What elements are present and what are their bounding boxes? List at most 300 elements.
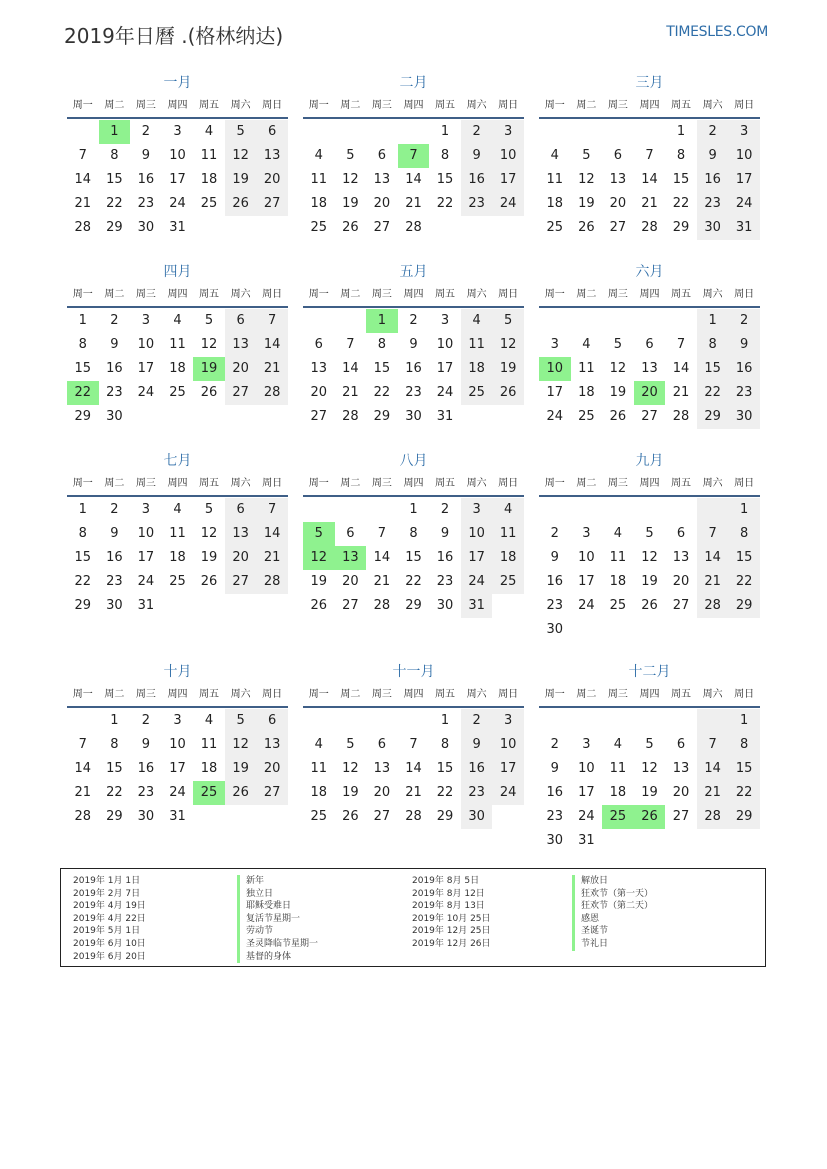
weekday-label: 周五 <box>671 689 692 700</box>
empty-cell <box>67 709 99 733</box>
weekday-header <box>539 287 760 303</box>
day-cell: 17 <box>137 550 155 565</box>
day-cell: 11 <box>169 337 186 352</box>
day-cell: 12 <box>492 333 524 357</box>
weekday-label: 周二 <box>576 289 597 300</box>
day-cell: 5 <box>613 337 623 352</box>
weekday-label: 周五 <box>671 478 692 489</box>
holiday-date: 2019年 12月 25日 <box>412 926 491 937</box>
day-cell: 10 <box>578 550 595 565</box>
day-cell: 14 <box>74 761 92 776</box>
month-rule <box>67 706 288 708</box>
day-cell: 31 <box>728 216 760 240</box>
empty-cell <box>665 309 697 333</box>
empty-cell <box>303 709 335 733</box>
day-cell: 2 <box>110 313 119 328</box>
day-cell: 17 <box>461 546 493 570</box>
day-cell: 8 <box>78 337 87 352</box>
day-cell: 23 <box>106 574 123 589</box>
day-cell: 2 <box>461 120 493 144</box>
empty-cell <box>256 805 288 829</box>
day-cell: 29 <box>74 409 92 424</box>
day-grid <box>303 309 524 429</box>
empty-cell <box>335 309 367 333</box>
empty-cell <box>366 709 398 733</box>
month-title: 十一月 <box>392 664 435 680</box>
holiday-day-cell: 25 <box>602 805 634 829</box>
day-cell: 13 <box>225 333 257 357</box>
weekday-label: 周四 <box>167 478 188 489</box>
day-cell: 22 <box>106 785 123 800</box>
day-cell: 6 <box>613 148 623 163</box>
day-cell: 6 <box>645 337 654 352</box>
day-cell: 26 <box>200 385 218 400</box>
day-grid <box>67 120 288 240</box>
day-cell: 1 <box>728 498 760 522</box>
weekday-label: 周四 <box>403 478 424 489</box>
day-cell: 25 <box>310 220 328 235</box>
day-cell: 3 <box>492 120 524 144</box>
day-cell: 20 <box>310 385 328 400</box>
day-cell: 18 <box>310 785 328 800</box>
weekday-label: 周日 <box>498 100 519 111</box>
day-cell: 7 <box>78 737 87 752</box>
day-cell: 24 <box>169 785 186 800</box>
month-12 <box>539 663 760 853</box>
day-cell: 23 <box>461 781 493 805</box>
day-cell: 26 <box>225 192 257 216</box>
day-cell: 2 <box>728 309 760 333</box>
empty-cell <box>492 405 524 429</box>
month-title: 二月 <box>399 75 428 91</box>
weekday-label: 周三 <box>135 689 156 700</box>
day-cell: 8 <box>728 733 760 757</box>
day-cell: 1 <box>409 502 418 517</box>
empty-cell <box>571 709 603 733</box>
day-cell: 10 <box>137 337 155 352</box>
day-cell: 2 <box>110 502 119 517</box>
day-cell: 28 <box>672 409 690 424</box>
day-cell: 18 <box>546 196 564 211</box>
day-cell: 15 <box>106 172 123 187</box>
day-cell: 10 <box>137 526 155 541</box>
day-cell: 19 <box>342 785 359 800</box>
day-cell: 15 <box>74 550 92 565</box>
day-cell: 11 <box>609 550 627 565</box>
day-cell: 3 <box>582 737 591 752</box>
day-cell: 31 <box>436 409 454 424</box>
empty-cell <box>492 216 524 240</box>
empty-cell <box>398 709 430 733</box>
day-cell: 23 <box>405 385 422 400</box>
day-cell: 19 <box>225 757 257 781</box>
day-cell: 17 <box>436 361 454 376</box>
empty-cell <box>193 216 225 240</box>
weekday-label: 周六 <box>702 100 723 111</box>
empty-cell <box>634 498 666 522</box>
day-cell: 19 <box>641 785 658 800</box>
day-cell: 3 <box>173 124 182 139</box>
weekday-label: 周日 <box>734 289 755 300</box>
month-rule <box>67 495 288 497</box>
weekday-label: 周日 <box>262 289 283 300</box>
day-cell: 28 <box>697 805 729 829</box>
day-cell: 28 <box>641 220 658 235</box>
holiday-name: 新年 <box>237 875 318 888</box>
month-1 <box>67 74 288 240</box>
empty-cell <box>634 709 666 733</box>
day-cell: 16 <box>461 168 493 192</box>
weekday-label: 周六 <box>230 689 251 700</box>
weekday-label: 周六 <box>230 478 251 489</box>
day-cell: 9 <box>728 333 760 357</box>
day-cell: 23 <box>137 785 155 800</box>
weekday-label: 周日 <box>262 478 283 489</box>
day-cell: 9 <box>461 733 493 757</box>
holiday-legend <box>60 868 766 967</box>
weekday-label: 周三 <box>371 478 392 489</box>
day-cell: 21 <box>697 570 729 594</box>
day-cell: 8 <box>728 522 760 546</box>
day-cell: 27 <box>256 781 288 805</box>
weekday-label: 周三 <box>371 689 392 700</box>
day-cell: 9 <box>440 526 450 541</box>
weekday-label: 周二 <box>104 100 125 111</box>
holiday-date: 2019年 8月 5日 <box>412 876 480 886</box>
day-cell: 25 <box>461 381 493 405</box>
empty-cell <box>665 829 697 853</box>
holiday-day-cell: 1 <box>99 120 131 144</box>
weekday-label: 周四 <box>639 289 660 300</box>
weekday-label: 周日 <box>498 289 519 300</box>
empty-cell <box>67 120 99 144</box>
day-cell: 6 <box>256 709 288 733</box>
day-cell: 5 <box>225 120 257 144</box>
day-cell: 25 <box>310 809 328 824</box>
weekday-label: 周二 <box>340 478 361 489</box>
weekday-label: 周三 <box>135 289 156 300</box>
holiday-date: 2019年 4月 22日 <box>73 913 146 924</box>
day-cell: 15 <box>373 361 391 376</box>
day-cell: 31 <box>169 809 186 824</box>
day-grid <box>303 120 524 240</box>
holiday-date: 2019年 10月 25日 <box>412 913 491 924</box>
day-cell: 22 <box>74 574 92 589</box>
site-name[interactable]: TIMESLES.COM <box>666 24 768 40</box>
day-cell: 1 <box>676 124 686 139</box>
day-cell: 4 <box>204 124 214 139</box>
empty-cell <box>335 120 367 144</box>
day-cell: 3 <box>173 713 182 728</box>
day-cell: 16 <box>546 785 564 800</box>
day-cell: 1 <box>78 502 87 517</box>
day-cell: 26 <box>641 598 658 613</box>
day-cell: 12 <box>641 550 658 565</box>
day-cell: 27 <box>225 381 257 405</box>
day-cell: 8 <box>697 333 729 357</box>
day-cell: 31 <box>578 833 595 848</box>
empty-cell <box>571 498 603 522</box>
day-cell: 17 <box>546 385 564 400</box>
weekday-label: 周一 <box>308 478 329 489</box>
day-cell: 26 <box>609 409 627 424</box>
day-cell: 11 <box>310 172 328 187</box>
day-cell: 21 <box>672 385 690 400</box>
day-cell: 6 <box>377 148 387 163</box>
day-cell: 9 <box>409 337 418 352</box>
day-cell: 2 <box>461 709 493 733</box>
empty-cell <box>225 216 257 240</box>
day-cell: 6 <box>314 337 323 352</box>
empty-cell <box>256 216 288 240</box>
month-9 <box>539 452 760 642</box>
day-grid <box>303 498 524 618</box>
day-cell: 13 <box>256 144 288 168</box>
day-cell: 14 <box>342 361 359 376</box>
empty-cell <box>665 709 697 733</box>
day-cell: 30 <box>106 598 123 613</box>
day-cell: 20 <box>672 785 690 800</box>
day-cell: 3 <box>461 498 493 522</box>
day-cell: 11 <box>200 148 218 163</box>
day-cell: 4 <box>492 498 524 522</box>
day-cell: 7 <box>256 498 288 522</box>
holiday-date: 2019年 8月 12日 <box>412 888 485 899</box>
day-cell: 15 <box>436 172 454 187</box>
day-cell: 30 <box>728 405 760 429</box>
weekday-label: 周六 <box>466 100 487 111</box>
day-cell: 8 <box>676 148 686 163</box>
day-cell: 14 <box>256 522 288 546</box>
weekday-label: 周五 <box>435 100 456 111</box>
month-title: 九月 <box>635 453 664 469</box>
day-cell: 14 <box>697 757 729 781</box>
weekday-label: 周四 <box>403 100 424 111</box>
empty-cell <box>634 618 666 642</box>
weekday-label: 周三 <box>371 289 392 300</box>
holiday-day-cell: 19 <box>193 357 225 381</box>
month-title: 十月 <box>163 664 192 680</box>
weekday-label: 周四 <box>403 289 424 300</box>
month-6 <box>539 263 760 429</box>
weekday-label: 周二 <box>104 478 125 489</box>
day-cell: 5 <box>645 737 654 752</box>
weekday-label: 周二 <box>340 289 361 300</box>
day-cell: 16 <box>106 550 123 565</box>
weekday-label: 周二 <box>104 689 125 700</box>
day-cell: 4 <box>550 148 559 163</box>
day-cell: 20 <box>225 357 257 381</box>
holiday-name: 狂欢节（第一天） <box>572 888 653 901</box>
day-cell: 26 <box>342 809 359 824</box>
empty-cell <box>539 498 571 522</box>
empty-cell <box>571 618 603 642</box>
day-cell: 23 <box>697 192 729 216</box>
day-cell: 16 <box>461 757 493 781</box>
weekday-label: 周四 <box>167 100 188 111</box>
day-cell: 15 <box>74 361 92 376</box>
day-cell: 16 <box>728 357 760 381</box>
weekday-label: 周一 <box>308 289 329 300</box>
empty-cell <box>602 498 634 522</box>
day-cell: 29 <box>373 409 391 424</box>
empty-cell <box>256 405 288 429</box>
day-cell: 24 <box>578 598 595 613</box>
holiday-name: 圣诞节 <box>572 925 653 938</box>
day-cell: 27 <box>310 409 328 424</box>
day-cell: 12 <box>342 761 359 776</box>
month-rule <box>539 495 760 497</box>
weekday-label: 周四 <box>639 100 660 111</box>
day-cell: 18 <box>578 385 595 400</box>
day-cell: 24 <box>728 192 760 216</box>
day-cell: 15 <box>728 546 760 570</box>
day-cell: 18 <box>200 172 218 187</box>
day-cell: 10 <box>461 522 493 546</box>
page-title: 2019年日曆 .(格林纳达) <box>64 24 284 48</box>
day-cell: 8 <box>409 526 418 541</box>
day-grid <box>303 709 524 829</box>
day-cell: 6 <box>676 526 686 541</box>
day-cell: 17 <box>169 761 186 776</box>
day-cell: 21 <box>256 357 288 381</box>
holiday-name: 圣灵降临节星期一 <box>237 938 318 951</box>
day-cell: 4 <box>613 737 623 752</box>
day-cell: 30 <box>137 220 155 235</box>
day-cell: 5 <box>225 709 257 733</box>
day-cell: 14 <box>672 361 690 376</box>
day-cell: 1 <box>78 313 87 328</box>
day-cell: 1 <box>110 713 119 728</box>
weekday-header <box>539 98 760 114</box>
day-cell: 8 <box>440 148 450 163</box>
holiday-day-cell: 12 <box>303 546 335 570</box>
day-cell: 16 <box>546 574 564 589</box>
holiday-day-cell: 1 <box>366 309 398 333</box>
day-cell: 31 <box>461 594 493 618</box>
empty-cell <box>162 594 194 618</box>
day-cell: 1 <box>440 713 450 728</box>
day-cell: 12 <box>609 361 627 376</box>
empty-cell <box>429 216 461 240</box>
weekday-label: 周五 <box>435 478 456 489</box>
day-cell: 26 <box>578 220 595 235</box>
weekday-header <box>67 98 288 114</box>
day-cell: 6 <box>676 737 686 752</box>
day-cell: 26 <box>200 574 218 589</box>
holiday-day-cell: 10 <box>539 357 571 381</box>
day-cell: 15 <box>436 761 454 776</box>
day-cell: 6 <box>346 526 355 541</box>
day-cell: 3 <box>582 526 591 541</box>
day-cell: 29 <box>106 809 123 824</box>
empty-cell <box>335 498 367 522</box>
day-cell: 28 <box>373 598 391 613</box>
day-cell: 29 <box>697 405 729 429</box>
weekday-label: 周四 <box>167 689 188 700</box>
day-cell: 20 <box>373 196 391 211</box>
day-grid <box>539 120 760 240</box>
day-cell: 14 <box>74 172 92 187</box>
day-cell: 23 <box>546 809 564 824</box>
day-cell: 17 <box>578 574 595 589</box>
weekday-label: 周日 <box>734 478 755 489</box>
day-cell: 25 <box>578 409 595 424</box>
weekday-label: 周三 <box>607 289 628 300</box>
day-cell: 2 <box>440 502 450 517</box>
holiday-name: 狂欢节（第二天） <box>572 900 653 913</box>
day-cell: 19 <box>492 357 524 381</box>
weekday-label: 周日 <box>734 689 755 700</box>
day-cell: 5 <box>492 309 524 333</box>
empty-cell <box>398 120 430 144</box>
weekday-label: 周二 <box>104 289 125 300</box>
weekday-label: 周四 <box>167 289 188 300</box>
day-cell: 28 <box>697 594 729 618</box>
day-cell: 11 <box>310 761 328 776</box>
day-cell: 18 <box>461 357 493 381</box>
day-cell: 28 <box>405 809 422 824</box>
weekday-label: 周三 <box>135 100 156 111</box>
month-title: 四月 <box>163 264 192 280</box>
day-cell: 24 <box>578 809 595 824</box>
day-cell: 9 <box>550 761 559 776</box>
holiday-names-col2 <box>581 875 653 951</box>
day-cell: 7 <box>645 148 654 163</box>
day-cell: 10 <box>728 144 760 168</box>
month-4 <box>67 263 288 429</box>
weekday-header <box>67 687 288 703</box>
day-cell: 13 <box>373 172 391 187</box>
weekday-label: 周六 <box>466 689 487 700</box>
day-cell: 17 <box>169 172 186 187</box>
month-11 <box>303 663 524 829</box>
day-cell: 30 <box>461 805 493 829</box>
month-7 <box>67 452 288 618</box>
weekday-label: 周三 <box>371 100 392 111</box>
weekday-header <box>303 687 524 703</box>
day-cell: 22 <box>672 196 690 211</box>
day-cell: 27 <box>641 409 658 424</box>
day-cell: 11 <box>461 333 493 357</box>
day-cell: 29 <box>436 809 454 824</box>
month-title: 五月 <box>399 264 428 280</box>
empty-cell <box>539 309 571 333</box>
day-cell: 12 <box>200 526 218 541</box>
day-cell: 12 <box>225 733 257 757</box>
day-cell: 21 <box>342 385 359 400</box>
holiday-date: 2019年 6月 20日 <box>73 951 146 962</box>
weekday-label: 周四 <box>639 478 660 489</box>
day-cell: 7 <box>256 309 288 333</box>
day-cell: 2 <box>141 124 151 139</box>
weekday-label: 周三 <box>607 689 628 700</box>
holiday-day-cell: 20 <box>634 381 666 405</box>
empty-cell <box>634 120 666 144</box>
holiday-date: 2019年 6月 10日 <box>73 938 146 949</box>
weekday-label: 周一 <box>544 289 565 300</box>
weekday-label: 周日 <box>262 689 283 700</box>
holiday-day-cell: 26 <box>634 805 666 829</box>
day-cell: 23 <box>728 381 760 405</box>
day-cell: 4 <box>173 502 182 517</box>
day-cell: 9 <box>141 737 151 752</box>
day-cell: 19 <box>641 574 658 589</box>
weekday-header <box>303 287 524 303</box>
month-title: 十二月 <box>628 664 671 680</box>
day-cell: 29 <box>74 598 92 613</box>
weekday-label: 周六 <box>702 689 723 700</box>
